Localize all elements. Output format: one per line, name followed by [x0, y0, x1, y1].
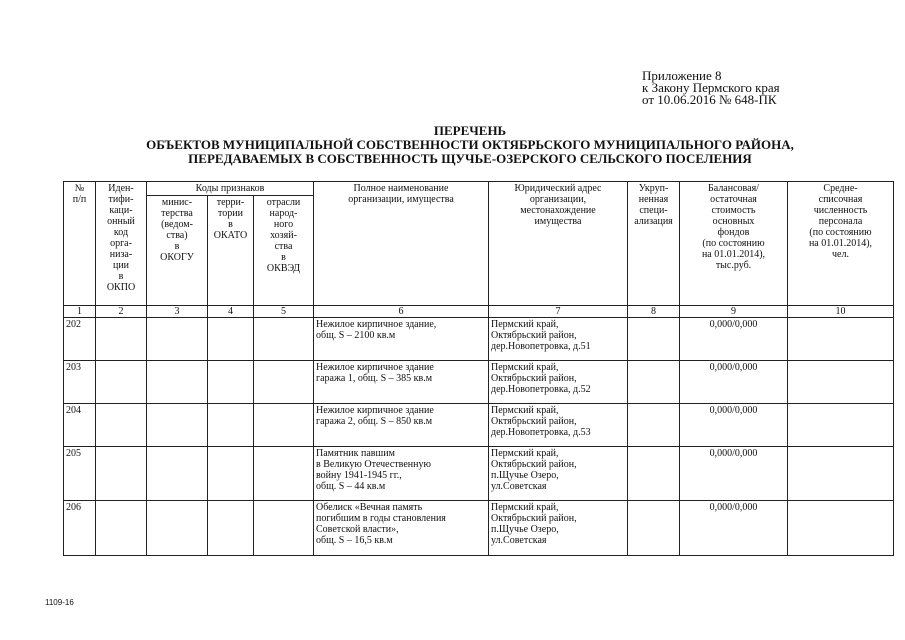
row-ident: [96, 361, 147, 404]
row-specialization: [628, 501, 680, 556]
row-name: Нежилое кирпичное здание гаража 1, общ. S – 385 кв.м: [314, 361, 489, 404]
header-codes: Коды признаков: [147, 182, 314, 196]
row-ident: [96, 404, 147, 447]
appendix-line: от 10.06.2016 № 648-ПК: [642, 92, 777, 107]
table-row: [64, 318, 894, 361]
row-balance: 0,000/0,000: [680, 404, 788, 447]
column-number: 5: [254, 306, 314, 318]
row-address: Пермский край, Октябрьский район, п.Щучье Озеро, ул.Советская: [489, 501, 628, 556]
row-staff: [788, 318, 894, 361]
row-ministry: [147, 501, 208, 556]
row-ident: [96, 501, 147, 556]
row-territory: [208, 361, 254, 404]
table-row: [64, 501, 894, 556]
header-name: Полное наименование организации, имущества: [314, 182, 489, 306]
header-staff: Средне- списочная численность персонала (по состоянию на 01.01.2014), чел.: [788, 182, 894, 306]
row-ident: [96, 447, 147, 501]
column-number: 2: [96, 306, 147, 318]
header-territory: терри- тории в ОКАТО: [208, 196, 254, 306]
document-stamp: 1109-16: [45, 598, 74, 607]
row-ministry: [147, 361, 208, 404]
row-industry: [254, 404, 314, 447]
row-industry: [254, 447, 314, 501]
row-num: 203: [64, 361, 96, 404]
row-num: 205: [64, 447, 96, 501]
property-table: [63, 181, 894, 556]
row-name: Памятник павшим в Великую Отечественную войну 1941-1945 гг., общ. S – 44 кв.м: [314, 447, 489, 501]
row-num: 206: [64, 501, 96, 556]
appendix-note: [642, 70, 780, 106]
row-specialization: [628, 447, 680, 501]
row-industry: [254, 501, 314, 556]
row-address: Пермский край, Октябрьский район, дер.Новопетровка, д.51: [489, 318, 628, 361]
heading-subtitle: ПЕРЕДАВАЕМЫХ В СОБСТВЕННОСТЬ ЩУЧЬЕ-ОЗЕРСКОГО СЕЛЬСКОГО ПОСЕЛЕНИЯ: [188, 151, 752, 166]
row-balance: 0,000/0,000: [680, 501, 788, 556]
row-name: Нежилое кирпичное здание гаража 2, общ. S – 850 кв.м: [314, 404, 489, 447]
row-ministry: [147, 447, 208, 501]
row-staff: [788, 404, 894, 447]
row-industry: [254, 318, 314, 361]
row-specialization: [628, 318, 680, 361]
column-number: 1: [64, 306, 96, 318]
header-ministry: минис- терства (ведом- ства) в ОКОГУ: [147, 196, 208, 306]
row-industry: [254, 361, 314, 404]
row-territory: [208, 404, 254, 447]
row-specialization: [628, 404, 680, 447]
column-number: 3: [147, 306, 208, 318]
column-number: 6: [314, 306, 489, 318]
row-territory: [208, 447, 254, 501]
row-name: Нежилое кирпичное здание, общ. S – 2100 кв.м: [314, 318, 489, 361]
table-row: [64, 361, 894, 404]
row-name: Обелиск «Вечная память погибшим в годы становления Советской власти», общ. S – 16,5 кв.м: [314, 501, 489, 556]
row-staff: [788, 361, 894, 404]
row-staff: [788, 501, 894, 556]
document-heading: [30, 124, 905, 166]
header-address: Юридический адрес организации, местонахождение имущества: [489, 182, 628, 306]
row-num: 204: [64, 404, 96, 447]
row-address: Пермский край, Октябрьский район, п.Щучье Озеро, ул.Советская: [489, 447, 628, 501]
row-ministry: [147, 318, 208, 361]
row-address: Пермский край, Октябрьский район, дер.Новопетровка, д.52: [489, 361, 628, 404]
table-row: [64, 404, 894, 447]
row-ident: [96, 318, 147, 361]
row-balance: 0,000/0,000: [680, 361, 788, 404]
column-number-row: [64, 306, 894, 318]
heading-subtitle: ОБЪЕКТОВ МУНИЦИПАЛЬНОЙ СОБСТВЕННОСТИ ОКТЯБРЬСКОГО МУНИЦИПАЛЬНОГО РАЙОНА,: [146, 137, 794, 152]
header-specialization: Укруп- ненная специ- ализация: [628, 182, 680, 306]
heading-title: ПЕРЕЧЕНЬ: [433, 123, 507, 138]
row-balance: 0,000/0,000: [680, 447, 788, 501]
row-ministry: [147, 404, 208, 447]
column-number: 10: [788, 306, 894, 318]
row-specialization: [628, 361, 680, 404]
header-ident: Иден- тифи- каци- онный код орга- низа- ции в ОКПО: [96, 182, 147, 306]
column-number: 4: [208, 306, 254, 318]
column-number: 9: [680, 306, 788, 318]
header-row: [64, 182, 894, 196]
header-num: № п/п: [64, 182, 96, 306]
column-number: 7: [489, 306, 628, 318]
table-row: [64, 447, 894, 501]
appendix-line: Приложение 8: [642, 68, 722, 83]
appendix-line: к Закону Пермского края: [642, 80, 780, 95]
row-address: Пермский край, Октябрьский район, дер.Новопетровка, д.53: [489, 404, 628, 447]
header-balance: Балансовая/ остаточная стоимость основных фондов (по состоянию на 01.01.2014), тыс.руб.: [680, 182, 788, 306]
row-balance: 0,000/0,000: [680, 318, 788, 361]
header-industry: отрасли народ- ного хозяй- ства в ОКВЭД: [254, 196, 314, 306]
row-territory: [208, 501, 254, 556]
column-number: 8: [628, 306, 680, 318]
row-staff: [788, 447, 894, 501]
row-num: 202: [64, 318, 96, 361]
row-territory: [208, 318, 254, 361]
